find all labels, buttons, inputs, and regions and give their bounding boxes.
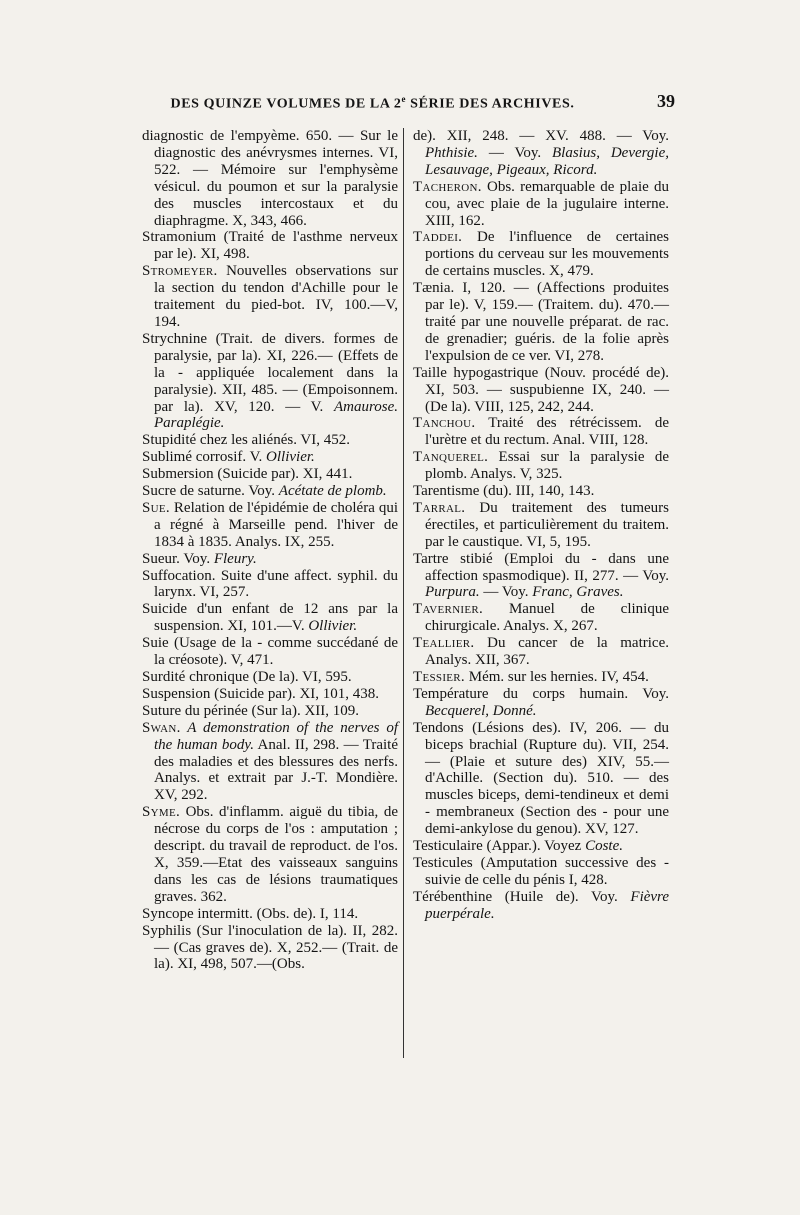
index-entry (142, 331, 398, 432)
entry-text: Du cancer de la matrice. Analys. XII, 367. (425, 635, 669, 669)
index-entry (413, 415, 669, 449)
entry-author: Tessier. (413, 669, 465, 685)
entry-text: De l'influence de certaines portions du cerveau sur les mouvements de certains muscles. X, 479. (425, 229, 669, 280)
entry-text: Tartre stibié (Emploi du - dans une affection spasmodique). II, 277. — Voy. (413, 550, 669, 584)
entry-text: Ollivier. (266, 449, 315, 466)
entry-text: Phthisie. (425, 144, 478, 161)
index-entry (413, 838, 669, 855)
index-entry (142, 263, 398, 331)
index-entry (142, 804, 398, 905)
index-entry (413, 551, 669, 602)
page-number: 39 (657, 91, 675, 111)
entry-author: Swan. (142, 719, 181, 736)
entry-text: Stupidité chez les aliénés. VI, 452. (142, 432, 351, 449)
index-entry (413, 179, 669, 230)
entry-text: A demonstration of the nerves of the human body. (154, 719, 398, 753)
entry-text: Manuel de clinique chirurgicale. Analys. X, 267. (425, 601, 669, 635)
entry-author: Tavernier. (413, 601, 484, 618)
entry-text: Obs. remarquable de plaie du cou, avec plaie de la jugulaire interne. XIII, 162. (425, 178, 669, 229)
index-entry (142, 500, 398, 551)
index-entry (413, 601, 669, 635)
index-entry (413, 635, 669, 669)
index-entry (142, 923, 398, 974)
entry-author: Syme. (142, 804, 181, 821)
entry-author: Tanchou. (413, 415, 476, 432)
entry-author: Stromeyer. (142, 263, 218, 280)
entry-author: Taddei. (413, 229, 463, 246)
entry-text: Mém. sur les hernies. IV, 454. (465, 669, 649, 685)
index-entry (142, 551, 398, 568)
entry-text: Blasius, Devergie, Lesauvage, Pigeaux, Ricord. (425, 144, 669, 178)
index-entry (142, 669, 398, 686)
entry-text: Strychnine (Trait. de divers. formes de paralysie, par la). XI, 226.— (Effets de la - appliquée localement dans la paralysie). XII, 485. — (Empoisonnem. par la). XV, 120. — V. (142, 330, 398, 415)
entry-text: Tænia. I, 120. — (Affections produites par le). V, 159.— (Traitem. du). 470.— traité par une nouvelle préparat. de rac. de grenadier; guéris. de la folie après l'expulsion de ce ver. VI, 278. (413, 280, 669, 364)
entry-text: Fièvre puerpérale. (425, 888, 669, 922)
entry-text: Syncope intermitt. (Obs. de). I, 114. (142, 905, 359, 922)
entry-author: Tanquerel. (413, 449, 489, 466)
entry-text: diagnostic de l'empyème. 650. — Sur le diagnostic des anévrysmes internes. VI, 522. — Mémoire sur l'emphysème vésicul. du poumon et sur la paralysie des muscles intercostaux et du diaphragme. X, 343, 466. (142, 128, 398, 229)
entry-author: Teallier. (413, 635, 475, 652)
index-entry (413, 483, 669, 500)
entry-text: Tarentisme (du). III, 140, 143. (413, 483, 595, 500)
index-entry (142, 568, 398, 602)
index-entry (142, 449, 398, 466)
entry-text: Suffocation. Suite d'une affect. syphil. du larynx. VI, 257. (142, 567, 398, 601)
entry-text: Essai sur la paralysie de plomb. Analys. V, 325. (425, 449, 669, 483)
index-entry (413, 720, 669, 838)
entry-text: Becquerel, Donné. (425, 702, 537, 719)
entry-text: Traité des rétrécissem. de l'urètre et du rectum. Anal. VIII, 128. (425, 415, 669, 449)
index-entry (142, 720, 398, 805)
index-entry (413, 229, 669, 280)
entry-text: Taille hypogastrique (Nouv. procédé de). XI, 503. — suspubienne IX, 240. — (De la). VIII, 125, 242, 244. (413, 364, 669, 415)
entry-text: — Voy. (479, 584, 533, 601)
entry-text: Stramonium (Traité de l'asthme nerveux par le). XI, 498. (142, 229, 398, 263)
entry-author: Sue. (142, 499, 170, 516)
entry-text: Franc, Graves. (532, 584, 624, 601)
index-entry (142, 686, 398, 703)
entry-text: de). XII, 248. — XV. 488. — Voy. (413, 128, 669, 144)
index-entry (142, 906, 398, 923)
entry-text: Suspension (Suicide par). XI, 101, 438. (142, 685, 380, 702)
entry-text: Suie (Usage de la - comme succédané de la créosote). V, 471. (142, 635, 398, 669)
entry-text: Obs. d'inflamm. aiguë du tibia, de nécrose du corps de l'os : amputation ; descript. du travail de reproduct. de l'os. X, 359.—Etat des vaisseaux sanguins dans les cas de lésions traumatiques graves. 362. (154, 804, 398, 905)
entry-text: — Voy. (477, 144, 553, 161)
entry-text: Amaurose. Paraplégie. (154, 398, 398, 432)
entry-text: Acétate de plomb. (278, 483, 387, 500)
entry-text: Testicules (Amputation successive des - suivie de celle du pénis I, 428. (413, 854, 669, 888)
index-entry (142, 466, 398, 483)
index-entry (413, 500, 669, 551)
index-entry (413, 365, 669, 416)
entry-author: Tacheron. (413, 178, 482, 195)
index-entry (142, 128, 398, 229)
entry-text: Ollivier. (308, 618, 358, 635)
index-entry (413, 669, 669, 686)
entry-text: Tendons (Lésions des). IV, 206. — du biceps brachial (Rupture du). VII, 254. — (Plaie et suture des) XIV, 55.— d'Achille. (Section du). 510. — des muscles biceps, demi-tendineux et demi - membraneux (Section des - pour une demi-ankylose du genou). XV, 127. (413, 719, 669, 838)
running-title (140, 94, 605, 113)
entry-text: Du traitement des tumeurs érectiles, et particulièrement du traitem. par le caustique. VI, 5, 195. (425, 499, 669, 550)
entry-text: Relation de l'épidémie de choléra qui a régné à Marseille pend. l'hiver de 1834 à 1835. Analys. IX, 255. (154, 499, 398, 550)
index-entry (142, 432, 398, 449)
entry-text: Suicide d'un enfant de 12 ans par la suspension. XI, 101.—V. (142, 601, 398, 635)
entry-text: Température du corps humain. Voy. (413, 685, 669, 702)
index-entry (413, 128, 669, 179)
entry-text: Purpura. (425, 584, 480, 601)
entry-text: Nouvelles observations sur la section du tendon d'Achille pour le traitement du pied-bot. IV, 100.—V, 194. (154, 263, 398, 330)
entry-text: Suture du périnée (Sur la). XII, 109. (142, 702, 360, 719)
index-entry (413, 889, 669, 923)
entry-text: Syphilis (Sur l'inoculation de la). II, 282. — (Cas graves de). X, 252.— (Trait. de la). XI, 498, 507.—(Obs. (142, 922, 398, 973)
entry-author: Tarral. (413, 499, 466, 516)
entry-text: Sucre de saturne. Voy. (142, 483, 279, 500)
index-entry (413, 686, 669, 720)
index-entry (142, 635, 398, 669)
entry-text: Coste. (585, 838, 624, 855)
entry-text: Sueur. Voy. (142, 550, 214, 567)
entry-text: Submersion (Suicide par). XI, 441. (142, 466, 353, 483)
index-entry (142, 483, 398, 500)
index-entry (142, 229, 398, 263)
index-entry (413, 280, 669, 365)
entry-text: Anal. II, 298. — Traité des maladies et des blessures des nerfs. Analys. et extrait par J.-T. Mondière. XV, 292. (154, 736, 398, 804)
entry-text: Testiculaire (Appar.). Voyez (413, 838, 586, 855)
column-divider (403, 128, 404, 1058)
running-header (140, 91, 675, 124)
index-column-right (413, 128, 669, 923)
entry-text: Surdité chronique (De la). VI, 595. (142, 669, 352, 685)
title-superscript: e (401, 94, 407, 104)
index-entry (142, 703, 398, 720)
index-column-left (142, 128, 398, 973)
entry-text: Fleury. (213, 550, 257, 567)
index-entry (142, 601, 398, 635)
entry-text: Sublimé corrosif. V. (142, 449, 267, 466)
entry-text: Térébenthine (Huile de). Voy. (413, 888, 631, 905)
title-text: DES QUINZE VOLUMES DE LA 2 (170, 96, 402, 112)
index-entry (413, 855, 669, 889)
title-text-end: SÉRIE DES ARCHIVES. (406, 96, 575, 112)
index-entry (413, 449, 669, 483)
